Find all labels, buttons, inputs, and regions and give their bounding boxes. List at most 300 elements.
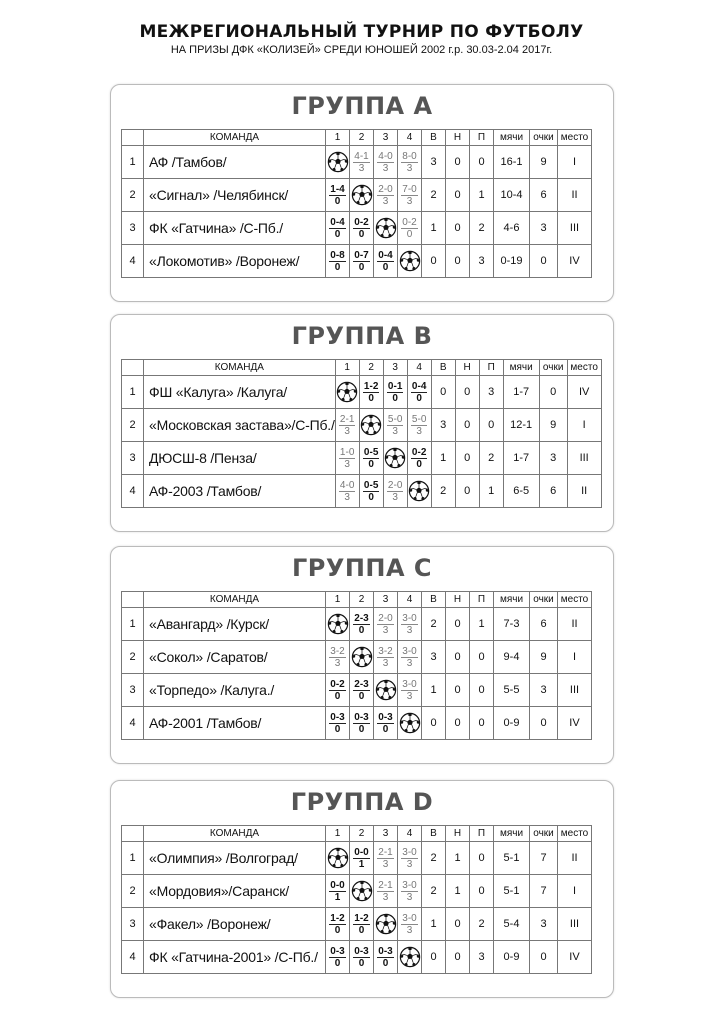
losses: 3 [470, 941, 494, 974]
self-match-cell [326, 608, 350, 641]
match-result-cell [350, 608, 374, 641]
column-header: 3 [374, 592, 398, 608]
match-result-cell [326, 179, 350, 212]
match-score [377, 184, 393, 207]
match-result-cell [359, 442, 383, 475]
draws: 0 [446, 212, 470, 245]
column-header: 3 [383, 360, 407, 376]
match-score [411, 414, 427, 437]
match-points: 0 [358, 624, 365, 636]
column-header: 1 [326, 826, 350, 842]
losses: 0 [470, 641, 494, 674]
match-score [401, 184, 417, 207]
team-name: АФ /Тамбов/ [144, 146, 326, 179]
team-name: ФК «Гатчина» /С-Пб./ [144, 212, 326, 245]
column-header: П [470, 592, 494, 608]
match-score [377, 847, 393, 870]
score: 5-0 [411, 413, 427, 425]
match-points: 0 [382, 261, 389, 273]
column-header: Н [446, 592, 470, 608]
goals: 1-7 [503, 376, 539, 409]
self-match-cell [359, 409, 383, 442]
match-result-cell [374, 707, 398, 740]
match-points: 3 [382, 858, 389, 870]
match-result-cell [398, 608, 422, 641]
score: 0-0 [330, 879, 345, 891]
column-header: место [558, 592, 592, 608]
place: I [567, 409, 601, 442]
wins: 0 [422, 245, 446, 278]
match-score [411, 381, 427, 404]
score: 0-2 [330, 678, 345, 690]
column-header: 3 [374, 130, 398, 146]
match-score [377, 646, 393, 669]
match-result-cell [326, 908, 350, 941]
wins: 3 [422, 641, 446, 674]
table-row [122, 475, 602, 508]
score: 4-0 [378, 150, 393, 162]
score: 2-1 [378, 879, 393, 891]
match-result-cell [374, 608, 398, 641]
match-score [377, 946, 393, 969]
wins: 0 [431, 376, 455, 409]
column-header: П [470, 826, 494, 842]
match-score [401, 847, 417, 870]
column-header: 1 [335, 360, 359, 376]
match-points: 3 [406, 195, 413, 207]
column-header: место [567, 360, 601, 376]
column-header: мячи [494, 592, 530, 608]
match-score [377, 712, 393, 735]
draws: 0 [455, 409, 479, 442]
match-result-cell [335, 442, 359, 475]
match-score [329, 184, 345, 207]
column-header: П [470, 130, 494, 146]
score: 1-2 [330, 912, 345, 924]
row-number: 4 [122, 941, 144, 974]
row-number: 3 [122, 442, 144, 475]
team-name: АФ-2003 /Тамбов/ [144, 475, 336, 508]
points: 6 [539, 475, 567, 508]
match-score [329, 913, 345, 936]
match-result-cell [326, 245, 350, 278]
match-score [353, 712, 369, 735]
match-points: 0 [334, 228, 341, 240]
match-result-cell [398, 875, 422, 908]
row-number: 4 [122, 245, 144, 278]
row-number: 4 [122, 475, 144, 508]
points: 0 [530, 941, 558, 974]
goals: 7-3 [494, 608, 530, 641]
goals: 1-7 [503, 442, 539, 475]
score: 0-3 [354, 945, 369, 957]
draws: 1 [446, 875, 470, 908]
match-result-cell [350, 674, 374, 707]
match-score [329, 646, 345, 669]
score: 2-0 [387, 479, 403, 491]
team-name: «Московская застава»/С-Пб./ [144, 409, 336, 442]
match-points: 0 [368, 392, 374, 404]
match-points: 3 [392, 425, 398, 437]
table-row [122, 674, 592, 707]
points: 3 [539, 442, 567, 475]
score: 0-5 [363, 479, 379, 491]
soccer-ball-icon [351, 880, 373, 902]
match-result-cell [398, 908, 422, 941]
score: 0-2 [402, 216, 417, 228]
soccer-ball-icon [399, 712, 421, 734]
score: 0-3 [378, 945, 393, 957]
team-name: «Мордовия»/Саранск/ [144, 875, 326, 908]
group-panel [110, 546, 614, 764]
wins: 2 [422, 179, 446, 212]
row-number: 1 [122, 146, 144, 179]
row-number: 1 [122, 842, 144, 875]
column-header: КОМАНДА [144, 360, 336, 376]
match-score [353, 613, 369, 636]
match-score [377, 151, 393, 174]
goals: 0-9 [494, 941, 530, 974]
match-score [353, 847, 369, 870]
match-score [363, 381, 379, 404]
match-points: 0 [334, 690, 341, 702]
match-points: 3 [406, 690, 413, 702]
score: 3-0 [402, 912, 417, 924]
goals: 5-5 [494, 674, 530, 707]
self-match-cell [326, 146, 350, 179]
match-points: 0 [416, 392, 422, 404]
soccer-ball-icon [327, 847, 349, 869]
match-points: 0 [368, 458, 374, 470]
goals: 5-4 [494, 908, 530, 941]
match-points: 3 [344, 491, 350, 503]
row-number: 2 [122, 875, 144, 908]
draws: 0 [446, 608, 470, 641]
draws: 0 [446, 674, 470, 707]
points: 7 [530, 875, 558, 908]
match-result-cell [398, 674, 422, 707]
column-header: 2 [350, 826, 374, 842]
match-points: 3 [344, 458, 350, 470]
score: 2-0 [378, 612, 393, 624]
table-row [122, 707, 592, 740]
column-header: мячи [503, 360, 539, 376]
goals: 5-1 [494, 875, 530, 908]
match-score [401, 217, 417, 240]
score: 2-1 [339, 413, 355, 425]
score: 0-3 [378, 711, 393, 723]
team-name: «Олимпия» /Волгоград/ [144, 842, 326, 875]
match-score [401, 679, 417, 702]
standings-table [121, 129, 592, 278]
match-score [353, 946, 369, 969]
row-number: 1 [122, 608, 144, 641]
match-result-cell [350, 245, 374, 278]
column-header: 2 [359, 360, 383, 376]
self-match-cell [398, 707, 422, 740]
points: 0 [530, 707, 558, 740]
draws: 0 [455, 475, 479, 508]
standings-table [121, 591, 592, 740]
self-match-cell [407, 475, 431, 508]
group-panel [110, 84, 614, 302]
place: II [558, 608, 592, 641]
match-result-cell [326, 707, 350, 740]
match-score [387, 480, 403, 503]
draws: 0 [446, 941, 470, 974]
losses: 2 [470, 908, 494, 941]
points: 9 [530, 641, 558, 674]
column-header: П [479, 360, 503, 376]
draws: 0 [455, 376, 479, 409]
match-result-cell [350, 908, 374, 941]
goals: 0-19 [494, 245, 530, 278]
points: 6 [530, 608, 558, 641]
match-score [401, 613, 417, 636]
place: I [558, 641, 592, 674]
match-score [377, 880, 393, 903]
table-row [122, 842, 592, 875]
match-points: 3 [334, 657, 341, 669]
match-score [401, 151, 417, 174]
table-row [122, 245, 592, 278]
score: 2-0 [378, 183, 393, 195]
match-points: 3 [344, 425, 350, 437]
score: 1-0 [339, 446, 355, 458]
match-points: 0 [334, 261, 341, 273]
match-score [353, 217, 369, 240]
points: 6 [530, 179, 558, 212]
match-score [363, 480, 379, 503]
goals: 9-4 [494, 641, 530, 674]
group-title: ГРУППА D [290, 788, 434, 816]
table-row [122, 212, 592, 245]
goals: 16-1 [494, 146, 530, 179]
match-points: 1 [358, 858, 365, 870]
match-result-cell [383, 475, 407, 508]
column-header: очки [530, 130, 558, 146]
match-points: 0 [358, 228, 365, 240]
match-score [353, 679, 369, 702]
points: 7 [530, 842, 558, 875]
row-number: 2 [122, 179, 144, 212]
column-header: 4 [407, 360, 431, 376]
page-title: МЕЖРЕГИОНАЛЬНЫЙ ТУРНИР ПО ФУТБОЛУ [139, 22, 584, 42]
team-name: ДЮСШ-8 /Пенза/ [144, 442, 336, 475]
match-points: 0 [368, 491, 374, 503]
match-points: 0 [382, 957, 389, 969]
wins: 2 [422, 875, 446, 908]
score: 3-2 [330, 645, 345, 657]
row-number: 4 [122, 707, 144, 740]
match-result-cell [359, 475, 383, 508]
points: 9 [539, 409, 567, 442]
match-result-cell [398, 179, 422, 212]
match-score [329, 250, 345, 273]
match-points: 3 [406, 891, 413, 903]
match-points: 0 [358, 924, 365, 936]
match-points: 0 [406, 228, 413, 240]
match-result-cell [407, 442, 431, 475]
points: 3 [530, 674, 558, 707]
team-name: «Авангард» /Курск/ [144, 608, 326, 641]
wins: 2 [431, 475, 455, 508]
place: III [558, 212, 592, 245]
losses: 0 [470, 842, 494, 875]
score: 3-0 [402, 612, 417, 624]
score: 8-0 [402, 150, 417, 162]
place: II [558, 179, 592, 212]
row-number: 3 [122, 212, 144, 245]
match-points: 3 [358, 162, 365, 174]
match-score [411, 447, 427, 470]
match-result-cell [398, 212, 422, 245]
score: 0-2 [411, 446, 427, 458]
column-header [122, 826, 144, 842]
score: 1-2 [363, 380, 379, 392]
match-score [387, 381, 403, 404]
score: 0-4 [411, 380, 427, 392]
match-points: 3 [382, 657, 389, 669]
column-header: место [558, 130, 592, 146]
points: 9 [530, 146, 558, 179]
losses: 1 [470, 179, 494, 212]
match-result-cell [335, 475, 359, 508]
match-points: 3 [406, 924, 413, 936]
column-header: 4 [398, 130, 422, 146]
column-header [122, 360, 144, 376]
soccer-ball-icon [360, 414, 382, 436]
match-points: 0 [334, 924, 341, 936]
score: 4-1 [354, 150, 369, 162]
score: 1-4 [330, 183, 345, 195]
match-result-cell [350, 212, 374, 245]
team-name: «Сигнал» /Челябинск/ [144, 179, 326, 212]
score: 3-0 [402, 879, 417, 891]
score: 5-0 [387, 413, 403, 425]
match-points: 3 [392, 491, 398, 503]
place: III [558, 908, 592, 941]
match-result-cell [374, 641, 398, 674]
match-points: 0 [358, 261, 365, 273]
match-score [353, 913, 369, 936]
wins: 3 [431, 409, 455, 442]
team-name: «Торпедо» /Калуга./ [144, 674, 326, 707]
match-score [329, 217, 345, 240]
group-title: ГРУППА В [291, 322, 433, 350]
losses: 3 [479, 376, 503, 409]
place: IV [558, 245, 592, 278]
score: 0-2 [354, 216, 369, 228]
match-points: 0 [416, 458, 422, 470]
row-number: 1 [122, 376, 144, 409]
soccer-ball-icon [384, 447, 406, 469]
score: 2-1 [378, 846, 393, 858]
column-header: В [422, 130, 446, 146]
table-row [122, 941, 592, 974]
standings-table [121, 359, 602, 508]
table-row [122, 442, 602, 475]
column-header: В [422, 592, 446, 608]
column-header: очки [530, 592, 558, 608]
column-header: 3 [374, 826, 398, 842]
table-row [122, 376, 602, 409]
match-score [363, 447, 379, 470]
points: 0 [539, 376, 567, 409]
score: 7-0 [402, 183, 417, 195]
wins: 0 [422, 707, 446, 740]
wins: 1 [431, 442, 455, 475]
match-score [329, 712, 345, 735]
column-header: мячи [494, 130, 530, 146]
row-number: 2 [122, 409, 144, 442]
match-result-cell [374, 941, 398, 974]
row-number: 3 [122, 674, 144, 707]
column-header: 4 [398, 592, 422, 608]
match-result-cell [374, 146, 398, 179]
draws: 1 [446, 842, 470, 875]
match-points: 3 [406, 162, 413, 174]
self-match-cell [326, 842, 350, 875]
table-header-row [122, 130, 592, 146]
draws: 0 [446, 707, 470, 740]
place: II [567, 475, 601, 508]
match-result-cell [374, 245, 398, 278]
column-header: В [422, 826, 446, 842]
self-match-cell [398, 941, 422, 974]
column-header: КОМАНДА [144, 592, 326, 608]
row-number: 2 [122, 641, 144, 674]
column-header: 2 [350, 130, 374, 146]
score: 0-8 [330, 249, 345, 261]
match-score [353, 250, 369, 273]
wins: 2 [422, 842, 446, 875]
column-header: мячи [494, 826, 530, 842]
match-score [387, 414, 403, 437]
table-row [122, 146, 592, 179]
team-name: «Факел» /Воронеж/ [144, 908, 326, 941]
score: 0-3 [330, 711, 345, 723]
match-result-cell [407, 376, 431, 409]
match-score [353, 151, 369, 174]
match-result-cell [383, 409, 407, 442]
match-result-cell [398, 146, 422, 179]
soccer-ball-icon [375, 679, 397, 701]
match-result-cell [350, 707, 374, 740]
goals: 4-6 [494, 212, 530, 245]
match-points: 0 [382, 723, 389, 735]
team-name: «Локомотив» /Воронеж/ [144, 245, 326, 278]
team-name: «Сокол» /Саратов/ [144, 641, 326, 674]
match-points: 3 [382, 891, 389, 903]
score: 3-0 [402, 846, 417, 858]
score: 0-3 [354, 711, 369, 723]
losses: 1 [470, 608, 494, 641]
match-result-cell [359, 376, 383, 409]
score: 4-0 [339, 479, 355, 491]
table-row [122, 179, 592, 212]
soccer-ball-icon [336, 381, 358, 403]
table-row [122, 608, 592, 641]
wins: 3 [422, 146, 446, 179]
score: 0-4 [330, 216, 345, 228]
table-header-row [122, 360, 602, 376]
losses: 0 [470, 875, 494, 908]
match-points: 0 [358, 723, 365, 735]
points: 3 [530, 212, 558, 245]
table-row [122, 875, 592, 908]
score: 2-3 [354, 612, 369, 624]
